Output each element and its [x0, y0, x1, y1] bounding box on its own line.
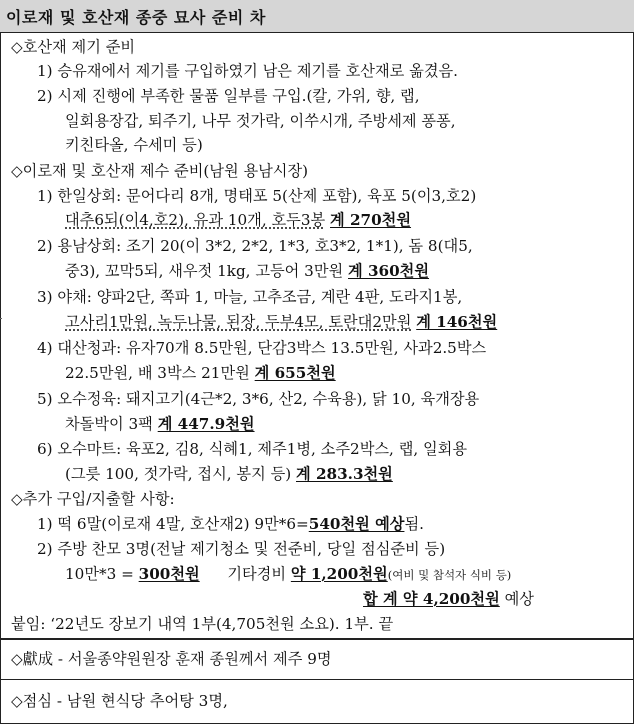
jesu-item-3-line-2 — [65, 311, 497, 333]
grand-total — [363, 588, 534, 610]
jesu-item-4-line-2 — [65, 362, 336, 384]
jesu-item-1-line-1: 1) 한일상회: 문어다리 8개, 명태포 5(산제 포함), 육포 5(이3,호2) — [37, 187, 477, 205]
jesu-item-6-text: (그릇 100, 젓가락, 접시, 봉지 등) — [65, 465, 292, 483]
jesu-item-3-line-1: 3) 야채: 양파2단, 쪽파 1, 마늘, 고추조금, 계란 4판, 도라지1봉, — [37, 288, 463, 306]
jesu-item-1-total: 계 270천원 — [330, 211, 412, 229]
section-heading-extra: ◇추가 구입/지출할 사항: — [11, 490, 175, 508]
content-box-lunch — [0, 679, 634, 724]
jesu-item-6-total: 계 283.3천원 — [296, 465, 393, 483]
document-title: 이로재 및 호산재 종중 묘사 준비 차 — [6, 8, 266, 27]
jesu-item-2-total: 계 360천원 — [348, 262, 430, 280]
heonseong-line: ◇獻成 - 서울종약원원장 훈재 종원께서 제주 9명 — [11, 650, 332, 668]
jesu-item-1-line-2 — [65, 209, 411, 231]
extra-item-1 — [37, 513, 424, 535]
extra-item-1-text: 1) 떡 6말(이로재 4말, 호산재2) 9만*6= — [37, 515, 309, 533]
extra-item-2-amount: 300천원 — [138, 565, 200, 583]
jesu-item-6-line-2 — [65, 463, 393, 485]
content-box-main — [0, 32, 634, 639]
jegi-item-1: 1) 승유재에서 제기를 구입하였기 남은 제기를 호산재로 옮겼음. — [37, 62, 458, 80]
section-heading-jesu: ◇이로재 및 호산재 제수 준비(남원 용남시장) — [11, 162, 309, 180]
jesu-item-6-line-1: 6) 오수마트: 육포2, 김8, 식혜1, 제주1병, 소주2박스, 랩, 일회용 — [37, 440, 468, 458]
jesu-item-5-text: 차돌박이 3팩 — [65, 415, 153, 433]
grand-total-amount: 합 계 약 4,200천원 — [363, 590, 500, 608]
extra-item-2-line-1: 2) 주방 찬모 3명(전날 제기청소 및 전준비, 당일 점심준비 등) — [37, 540, 446, 558]
grand-total-suffix: 예상 — [499, 590, 534, 608]
jegi-item-2-line-2: 일회용장갑, 퇴주기, 나무 젓가락, 이쑤시개, 주방세제 퐁퐁, — [65, 112, 456, 130]
extra-item-2-calc: 10만*3 = — [65, 565, 139, 583]
jesu-item-2-text: 중3), 꼬막5되, 새우젓 1kg, 고등어 3만원 — [65, 262, 344, 280]
content-box-heonseong — [0, 639, 634, 680]
jesu-item-4-line-1: 4) 대산청과: 유자70개 8.5만원, 단감3박스 13.5만원, 사과2.5박스 — [37, 339, 487, 357]
jesu-item-2-line-2 — [65, 260, 429, 282]
jesu-item-5-total: 계 447.9천원 — [157, 415, 255, 433]
jesu-item-3-total: 계 146천원 — [416, 313, 498, 331]
extra-item-2-line-2 — [65, 563, 511, 586]
extra-item-2-other-amount: 약 1,200천원 — [290, 565, 388, 583]
jesu-item-3-text: 고사리1만원, 녹두나물, 된장, 두부4모, 토란대2만원 — [65, 313, 412, 331]
jesu-item-4-text: 22.5만원, 배 3박스 21만원 — [65, 364, 250, 382]
extra-item-1-suffix: 됨. — [404, 515, 424, 533]
jesu-item-2-line-1: 2) 용남상회: 조기 20(이 3*2, 2*2, 1*3, 호3*2, 1*1), 돔 8(대5, — [37, 237, 473, 255]
jesu-item-5-line-1: 5) 오수정육: 돼지고기(4근*2, 3*6, 산2, 수육용), 닭 10, 육개장용 — [37, 390, 480, 408]
extra-item-2-other-note: (여비 및 참석자 식비 등) — [387, 568, 512, 582]
extra-item-1-estimate: 540천원 예상 — [308, 515, 405, 533]
jegi-item-2-line-3: 키친타올, 수세미 등) — [65, 136, 203, 154]
jegi-item-2-line-1: 2) 시제 진행에 부족한 물품 일부를 구입.(칼, 가위, 향, 랩, — [37, 87, 420, 105]
margin-mark — [0, 318, 2, 319]
extra-item-2-other-label: 기타경비 — [227, 565, 291, 583]
section-heading-jegi: ◇호산재 제기 준비 — [11, 38, 136, 56]
jesu-item-5-line-2 — [65, 413, 255, 435]
jesu-item-4-total: 계 655천원 — [254, 364, 336, 382]
attachment-note: 붙임: ‘22년도 장보기 내역 1부(4,705천원 소요). 1부. 끝 — [11, 615, 394, 633]
lunch-line: ◇점심 - 남원 현식당 추어탕 3명, — [11, 692, 228, 710]
jesu-item-1-text: 대추6되(이4,호2), 유과 10개, 호두3봉 — [65, 211, 326, 229]
title-bar — [0, 0, 634, 33]
